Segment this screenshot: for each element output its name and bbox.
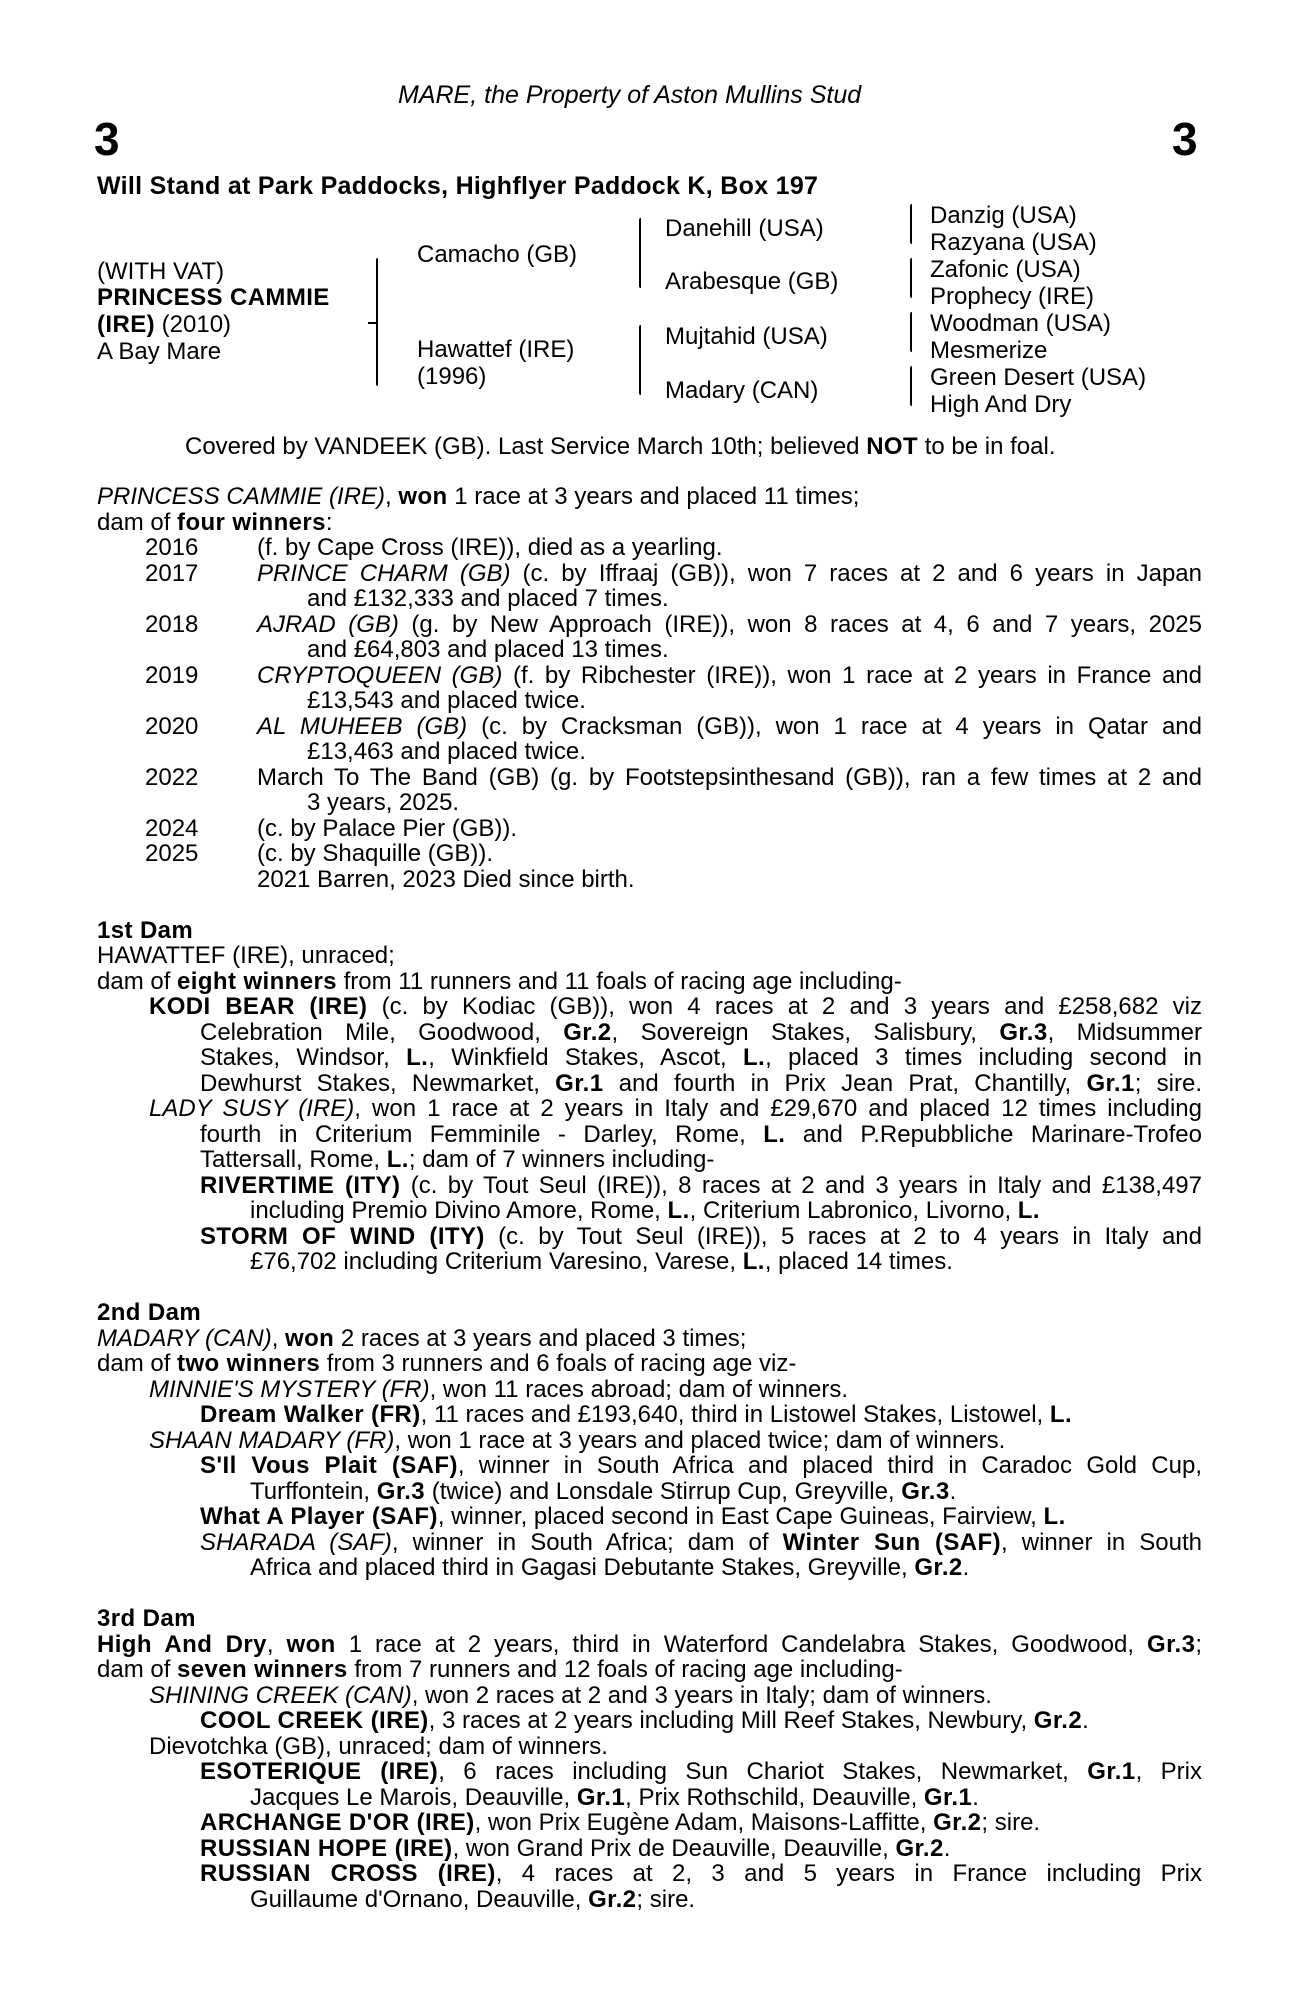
produce-row-cont: £13,543 and placed twice. [307,688,586,714]
ggs-7: Green Desert (USA) [930,364,1147,391]
covered-note: Covered by VANDEEK (GB). Last Service March 10th; believed NOT to be in foal. [185,433,1056,460]
lot-number-left: 3 [94,113,120,165]
dam: Hawattef (IRE) [417,336,575,363]
ggs-8: High And Dry [930,391,1072,418]
produce-row: 2017 PRINCE CHARM (GB) (c. by Iffraaj (GB)), won 7 races at 2 and 6 years in Japan [145,560,1202,586]
ggs-1: Danzig (USA) [930,202,1077,229]
sire-dam: Arabesque (GB) [665,268,839,295]
horse-name: PRINCESS CAMMIE [97,284,330,311]
produce-row: 2024 (c. by Palace Pier (GB)). [145,815,518,841]
second-dam-line: SHARADA (SAF), winner in South Africa; dam of Winter Sun (SAF), winner in South [200,1529,1202,1555]
produce-row: 2020 AL MUHEEB (GB) (c. by Cracksman (GB)), won 1 race at 4 years in Qatar and [145,713,1202,739]
first-dam-line: KODI BEAR (IRE) (c. by Kodiac (GB)), won 4 races at 2 and 3 years and £258,682 viz [149,994,1202,1020]
vat-label: (WITH VAT) [97,258,225,285]
pedigree-brace-main-tip [368,322,376,324]
ggs-6: Mesmerize [930,337,1048,364]
horse-description: A Bay Mare [97,338,222,365]
pedigree-brace-gs3 [910,312,912,352]
dam-sire: Mujtahid (USA) [665,323,828,350]
produce-row: 2022 March To The Band (GB) (g. by Footstepsinthesand (GB)), ran a few times at 2 and [145,764,1202,790]
pedigree-brace-gs2 [910,258,912,298]
third-dam-line: RUSSIAN HOPE (IRE), won Grand Prix de Deauville, Deauville, Gr.2. [200,1835,951,1861]
second-dam-line: Africa and placed third in Gagasi Debutante Stakes, Greyville, Gr.2. [250,1555,970,1581]
first-dam-line: STORM OF WIND (ITY) (c. by Tout Seul (IRE)), 5 races at 2 to 4 years in Italy and [200,1223,1202,1249]
sire-sire: Danehill (USA) [665,215,824,242]
first-dam-line: LADY SUSY (IRE), won 1 race at 2 years in Italy and £29,670 and placed 12 times including [149,1096,1202,1122]
first-dam-line: Stakes, Windsor, L., Winkfield Stakes, Ascot, L., placed 3 times including second in [200,1045,1202,1071]
produce-row-cont: £13,463 and placed twice. [307,739,586,765]
third-dam-line: High And Dry, won 1 race at 2 years, third in Waterford Candelabra Stakes, Goodwood, Gr.3; [97,1631,1202,1657]
produce-row: 2018 AJRAD (GB) (g. by New Approach (IRE)), won 8 races at 4, 6 and 7 years, 2025 [145,611,1202,637]
second-dam-line: Dream Walker (FR), 11 races and £193,640, third in Listowel Stakes, Listowel, L. [200,1402,1073,1428]
produce-row: 2025 (c. by Shaquille (GB)). [145,841,494,867]
pedigree-brace-dam [639,325,641,395]
horse-name-suffix: (IRE) (2010) [97,311,232,338]
first-dam-line: Tattersall, Rome, L.; dam of 7 winners including- [200,1147,715,1173]
second-dam-line: SHAAN MADARY (FR), won 1 race at 3 years and placed twice; dam of winners. [149,1427,1006,1453]
pedigree-brace-gs1 [910,204,912,244]
page-title: MARE, the Property of Aston Mullins Stud [398,81,862,109]
third-dam-line: Jacques Le Marois, Deauville, Gr.1, Prix Rothschild, Deauville, Gr.1. [250,1784,979,1810]
first-dam-heading: 1st Dam [97,917,194,943]
third-dam-line: dam of seven winners from 7 runners and 12 foals of racing age including- [97,1657,903,1683]
third-dam-line: RUSSIAN CROSS (IRE), 4 races at 2, 3 and 5 years in France including Prix [200,1861,1202,1887]
first-dam-line: fourth in Criterium Femminile - Darley, Rome, L. and P.Repubbliche Marinare-Trofeo [200,1121,1202,1147]
produce-line-2: dam of four winners: [97,509,333,535]
dam-year: (1996) [417,363,487,390]
second-dam-line: MINNIE'S MYSTERY (FR), won 11 races abroad; dam of winners. [149,1376,849,1402]
second-dam-line: S'Il Vous Plait (SAF), winner in South Africa and placed third in Caradoc Gold Cup, [200,1453,1202,1479]
pedigree-brace-main [376,258,378,386]
second-dam-line: What A Player (SAF), winner, placed second in East Cape Guineas, Fairview, L. [200,1504,1066,1530]
ggs-3: Zafonic (USA) [930,256,1081,283]
third-dam-line: ESOTERIQUE (IRE), 6 races including Sun Chariot Stakes, Newmarket, Gr.1, Prix [200,1759,1202,1785]
produce-row-cont: and £64,803 and placed 13 times. [307,637,669,663]
third-dam-line: Guillaume d'Ornano, Deauville, Gr.2; sire. [250,1886,696,1912]
third-dam-line: COOL CREEK (IRE), 3 races at 2 years including Mill Reef Stakes, Newbury, Gr.2. [200,1708,1089,1734]
produce-row-cont: and £132,333 and placed 7 times. [307,586,669,612]
pedigree-brace-gs4 [910,366,912,406]
third-dam-line: Dievotchka (GB), unraced; dam of winners. [149,1733,608,1759]
dam-dam: Madary (CAN) [665,377,819,404]
ggs-2: Razyana (USA) [930,229,1097,256]
stand-location: Will Stand at Park Paddocks, Highflyer Paddock K, Box 197 [97,172,819,200]
third-dam-heading: 3rd Dam [97,1606,196,1632]
second-dam-line: Turffontein, Gr.3 (twice) and Lonsdale Stirrup Cup, Greyville, Gr.3. [250,1478,957,1504]
second-dam-line: MADARY (CAN), won 2 races at 3 years and placed 3 times; [97,1325,747,1351]
produce-row-cont: 3 years, 2025. [307,790,460,816]
first-dam-line: Celebration Mile, Goodwood, Gr.2, Sovereign Stakes, Salisbury, Gr.3, Midsummer [200,1019,1202,1045]
produce-row: 2019 CRYPTOQUEEN (GB) (f. by Ribchester (IRE)), won 1 race at 2 years in France and [145,662,1202,688]
produce-row: 2016 (f. by Cape Cross (IRE)), died as a yearling. [145,535,723,561]
ggs-5: Woodman (USA) [930,310,1111,337]
first-dam-line: dam of eight winners from 11 runners and 11 foals of racing age including- [97,968,902,994]
first-dam-line: including Premio Divino Amore, Rome, L., Criterium Labronico, Livorno, L. [250,1198,1040,1224]
ggs-4: Prophecy (IRE) [930,283,1095,310]
second-dam-line: dam of two winners from 3 runners and 6 foals of racing age viz- [97,1351,797,1377]
produce-barren: 2021 Barren, 2023 Died since birth. [257,866,635,892]
second-dam-heading: 2nd Dam [97,1300,202,1326]
third-dam-line: SHINING CREEK (CAN), won 2 races at 2 and 3 years in Italy; dam of winners. [149,1682,992,1708]
catalogue-body [97,484,1202,1912]
produce-line-1: PRINCESS CAMMIE (IRE), won 1 race at 3 years and placed 11 times; [97,484,860,510]
third-dam-line: ARCHANGE D'OR (IRE), won Prix Eugène Adam, Maisons-Laffitte, Gr.2; sire. [200,1810,1041,1836]
lot-number-right: 3 [1172,113,1198,165]
pedigree-brace-sire [639,218,641,288]
first-dam-line: £76,702 including Criterium Varesino, Varese, L., placed 14 times. [250,1249,953,1275]
first-dam-line: HAWATTEF (IRE), unraced; [97,943,395,969]
first-dam-line: Dewhurst Stakes, Newmarket, Gr.1 and fourth in Prix Jean Prat, Chantilly, Gr.1; sire. [200,1070,1202,1096]
sire: Camacho (GB) [417,241,578,268]
first-dam-line: RIVERTIME (ITY) (c. by Tout Seul (IRE)), 8 races at 2 and 3 years in Italy and £138,497 [200,1172,1202,1198]
